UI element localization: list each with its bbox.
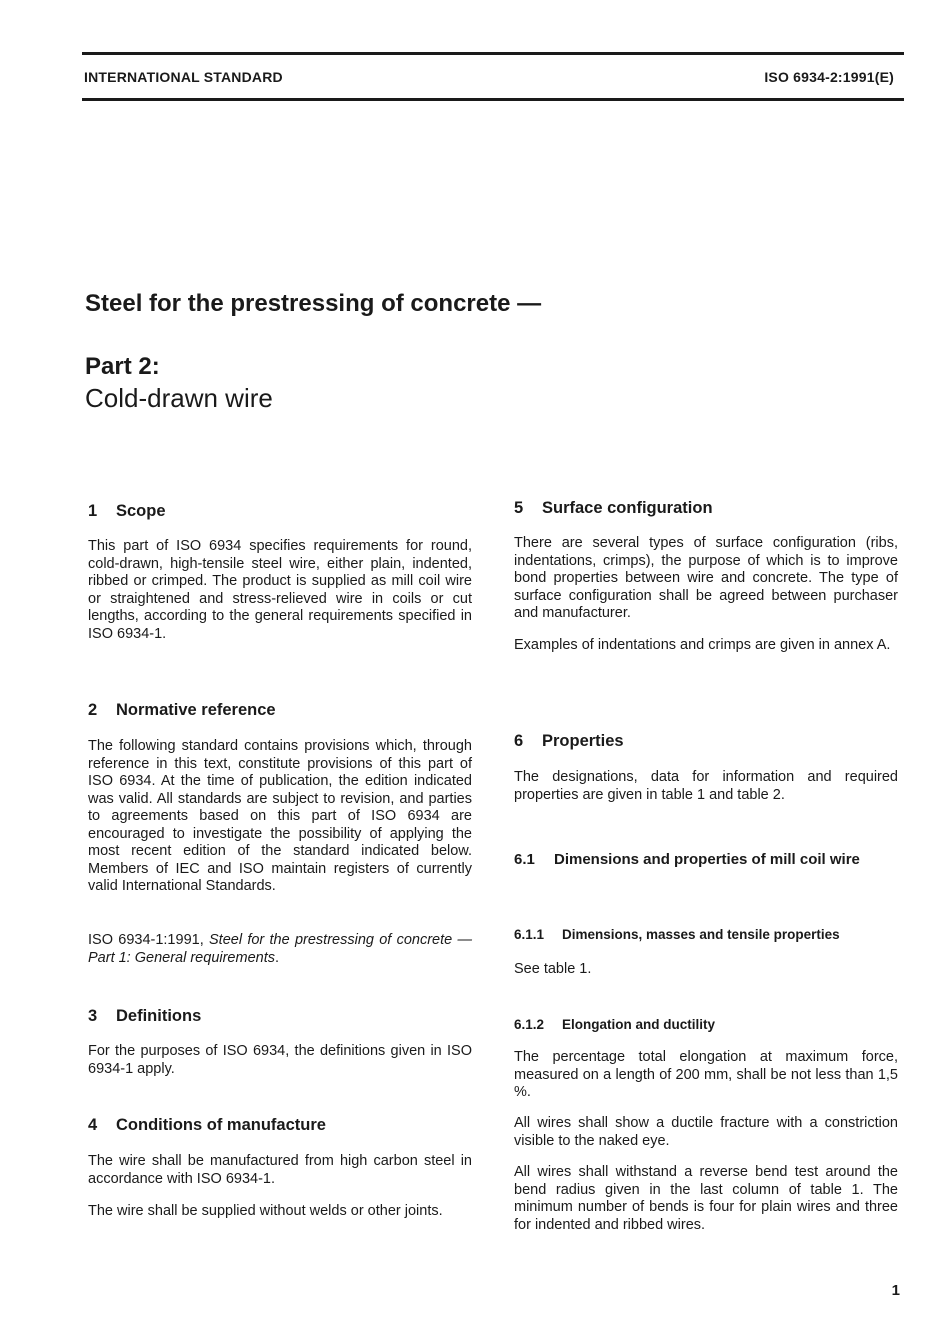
elongation-text-1: The percentage total elongation at maximum force, measured on a length of 200 mm, shall be not less than 1,5 %. (514, 1049, 898, 1100)
section-surface-configuration (514, 500, 898, 518)
normative-text: The following standard contains provisions which, through reference in this text, constitute provisions of this part of ISO 6934. At the time of publication, the edition indicated was valid. All standards are subject to revision, and parties to agreements based on this part of ISO 6934 are encouraged to investigate the possibility of applying the most recent edition of the standard indicated below. Members of IEC and ISO maintain registers of currently valid International Standards. (88, 738, 472, 894)
surface-text-2: Examples of indentations and crimps are given in annex A. (514, 637, 891, 653)
section-normative-reference (88, 702, 472, 720)
doc-reference: ISO 6934-2:1991(E) (764, 69, 894, 85)
section-heading: 5 Surface configuration (514, 499, 713, 517)
document-title: Steel for the prestressing of concrete — (85, 290, 542, 317)
properties-text: The designations, data for information and required properties are given in table 1 and table 2. (514, 769, 898, 803)
subsection-heading: 6.1 Dimensions and properties of mill coil wire (514, 851, 860, 868)
part-label: Part 2: (85, 353, 160, 380)
doc-type: INTERNATIONAL STANDARD (84, 69, 283, 85)
dimensions-text: See table 1. (514, 961, 592, 977)
section-heading: 2 Normative reference (88, 701, 276, 719)
subsection-mill-coil-wire (514, 850, 898, 870)
definitions-text: For the purposes of ISO 6934, the definitions given in ISO 6934-1 apply. (88, 1043, 472, 1077)
section-heading: 4 Conditions of manufacture (88, 1116, 326, 1134)
manufacture-text-1: The wire shall be manufactured from high carbon steel in accordance with ISO 6934-1. (88, 1153, 472, 1187)
subsubsection-elongation (514, 1016, 898, 1034)
subsubsection-dimensions (514, 926, 898, 944)
section-heading: 1 Scope (88, 502, 166, 520)
header-top-rule (82, 52, 904, 55)
section-scope (88, 503, 472, 521)
section-heading: 6 Properties (514, 732, 624, 750)
normative-reference-entry: ISO 6934-1:1991, Steel for the prestressing of concrete — Part 1: General requirements. (88, 932, 472, 966)
section-heading: 3 Definitions (88, 1007, 202, 1025)
subsubsection-heading: 6.1.2 Elongation and ductility (514, 1017, 715, 1032)
subsubsection-heading: 6.1.1 Dimensions, masses and tensile properties (514, 927, 840, 942)
elongation-text-2: All wires shall show a ductile fracture with a constriction visible to the naked eye. (514, 1115, 898, 1149)
scope-text: This part of ISO 6934 specifies requirements for round, cold-drawn, high-tensile steel wire, either plain, indented, ribbed or crimped. The product is supplied as mill coil wire or straightened and stress-relieved wire in coils or cut lengths, according to the general requirements specified in ISO 6934-1. (88, 538, 472, 642)
surface-text-1: There are several types of surface configuration (ribs, indentations, crimps), the purpose of which is to improve bond properties between wire and concrete. The type of surface configuration shall be agreed between purchaser and manufacturer. (514, 535, 898, 621)
header-bottom-rule (82, 98, 904, 101)
elongation-text-3: All wires shall withstand a reverse bend test around the bend radius given in the last column of table 1. The minimum number of bends is four for plain wires and three for indented and ribbed wires. (514, 1164, 898, 1233)
part-subtitle: Cold-drawn wire (85, 383, 273, 413)
page-number: 1 (891, 1282, 900, 1299)
section-definitions (88, 1008, 472, 1026)
section-properties (514, 733, 898, 751)
manufacture-text-2: The wire shall be supplied without welds or other joints. (88, 1203, 443, 1219)
section-manufacture (88, 1117, 472, 1135)
